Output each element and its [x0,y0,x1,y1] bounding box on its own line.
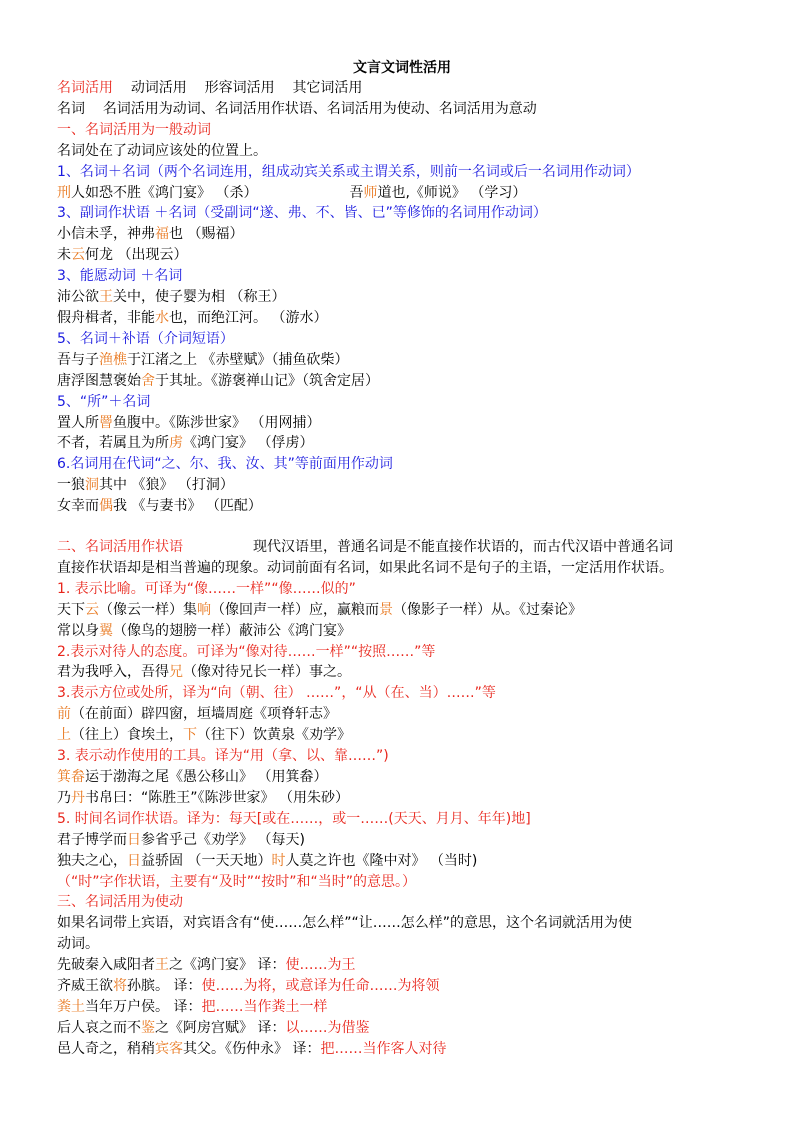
text-span: 云 [71,247,85,264]
text-span: 后人哀之而不 [57,1019,141,1036]
text-span: 刑 [57,184,71,201]
text-span: 运于渤海之尾《愚公移山》 （用箕畚） [85,769,328,785]
text-span: （往上）食埃土， [71,727,183,744]
example-line [57,224,747,245]
example-line [57,371,747,392]
text-span: 人莫之许也《隆中对》 （当时) [285,852,478,869]
text-span: 前 [57,706,71,723]
rule-heading: 5、“所”＋名词 [57,393,151,410]
text-span: 师 [363,184,378,201]
example-line [57,496,747,517]
section-desc: 如果名词带上宾语，对宾语含有“使……怎么样”“让……怎么样”的意思，这个名词就活用为使 [57,915,633,932]
text-span: 日 [127,852,141,869]
category-other: 其它词活用 [292,80,363,96]
text-span: 一狼 [57,477,85,494]
text-span: 常以身 [57,622,99,639]
text-span: 下 [183,727,197,744]
text-span: 把……当作粪土一样 [201,998,328,1015]
example-line [57,725,747,746]
text-span: 翼 [99,622,113,639]
text-span: 《鸿门宴》 （俘虏） [183,435,314,452]
text-span: 名词 [57,100,85,117]
page-title: 文言文词性活用 [353,60,451,76]
text-span: 之《鸿门宴》 译： [169,957,286,974]
text-span: 鉴 [141,1019,155,1036]
text-span: 上 [57,727,71,744]
note-line: （“时”字作状语，主要有“及时”“按时”和“当时”的意思。） [57,873,417,890]
text-span: 福 [155,226,169,243]
example-line [57,600,747,621]
text-span: 其父。《伤仲永》 译： [183,1040,321,1057]
text-span: 先破秦入咸阳者 [57,957,155,974]
text-span: 渔樵 [99,351,127,368]
text-span: （像对待兄长一样）事之。 [183,664,351,681]
section-heading: 三、名词活用为使动 [57,894,183,911]
section-desc: 动词。 [57,936,99,953]
example-line [57,245,747,266]
text-span: 乃 [57,789,71,806]
category-noun: 名词活用 [57,80,113,96]
text-span: 之《阿房宫赋》 译： [155,1019,286,1036]
text-span: 王 [99,289,113,306]
example-line [57,788,747,809]
text-span: 现代汉语里，普通名词是不能直接作状语的，而古代汉语中普通名词 [253,539,673,556]
text-span: 兄 [169,664,183,681]
text-span: 于江渚之上 《赤壁赋》（捕鱼砍柴） [127,351,349,368]
rule-heading: 5. 时间名词作状语。译为：每天[或在……，或一……(天天、月月、年年)地] [57,810,531,827]
category-line [57,78,747,99]
example-line [57,704,747,725]
text-span: 丹 [71,789,85,806]
text-span: 齐威王欲 [57,978,113,995]
text-span: 何龙 （出现云） [85,247,188,264]
example-line [57,662,747,683]
text-span: 唐浮图慧褒始 [57,372,141,389]
text-span: （像云一样）集 [99,601,197,618]
rule-heading: 5、名词＋补语（介词短语） [57,330,234,347]
text-span: 天下 [57,601,85,618]
rule-heading: 1、名词＋名词（两个名词连用，组成动宾关系或主谓关系，则前一名词或后一名词用作动词） [57,163,640,180]
text-span: （像鸟的翅膀一样）蔽沛公《鸿门宴》 [113,622,351,639]
text-span: 假舟楫者，非能 [57,309,155,326]
category-adj: 形容词活用 [204,80,275,96]
text-span: 小信未孚，神弗 [57,226,155,243]
text-span: 沛公欲 [57,289,99,306]
section-heading: 二、名词活用作状语 [57,539,183,556]
text-span: 参省乎己《劝学》 （每天) [141,831,305,848]
text-span: 把……当作客人对待 [320,1040,447,1057]
text-span: 箕畚 [57,769,85,785]
text-span: 吾与子 [57,351,99,368]
text-span: 置人所 [57,414,99,431]
text-span: 虏 [169,435,183,452]
text-span: （往下）饮黄泉《劝学》 [197,727,351,744]
text-span: 君为我呼入，吾得 [57,664,169,681]
text-span: 邑人奇之，稍稍 [57,1040,155,1057]
text-span: 道也,《师说》 （学习） [377,184,527,201]
text-span: 独夫之心， [57,852,127,869]
text-span: 鱼腹中。《陈涉世家》 （用网捕） [113,414,321,431]
rule-heading: 6.名词用在代词“之、尔、我、汝、其”等前面用作动词 [57,456,393,473]
text-span: 洞 [85,477,99,494]
text-span: 景 [379,601,393,618]
example-line [57,433,747,454]
section-heading-line [57,537,747,558]
rule-heading: 3. 表示动作使用的工具。译为“用（拿、以、靠……”) [57,748,389,765]
rule-heading: 3、能愿动词 ＋名词 [57,268,183,285]
rule-heading: 3、副词作状语 ＋名词（受副词“遂、弗、不、皆、已”等修饰的名词用作动词） [57,205,547,222]
text-span: 罾 [99,414,113,431]
text-span: 日 [127,831,141,848]
text-span: 于其址。《游褒禅山记》（筑舍定居） [155,372,379,389]
section-desc: 名词处在了动词应该处的位置上。 [57,142,267,159]
example-line [57,955,747,976]
text-span: 女幸而 [57,498,99,515]
example-line [57,976,747,997]
example-line [57,413,747,434]
text-span: 响 [197,601,211,618]
section-heading: 一、名词活用为一般动词 [57,121,211,138]
example-line [57,1039,747,1060]
example-line [57,308,747,329]
text-span: 人如恐不胜《鸿门宴》 （杀） [71,184,258,201]
text-span: 舍 [141,372,155,389]
text-span: 时 [271,852,286,869]
text-span: 偶 [99,498,113,515]
intro-line [57,99,747,120]
example-line [57,350,747,371]
example-line [57,475,747,496]
text-span: 也，而绝江河。 （游水） [169,309,328,326]
text-span: 关中，使子婴为相 （称王） [113,289,286,306]
text-span: 君子博学而 [57,831,127,848]
text-span: 孙膑。 译： [127,978,202,995]
text-span: 益骄固 （一天天地） [141,852,272,869]
example-line [57,183,747,204]
text-span: （在前面）辟四窗，垣墙周庭《项脊轩志》 [71,706,337,723]
section-desc: 直接作状语却是相当普遍的现象。动词前面有名词，如果此名词不是句子的主语，一定活用作状语。 [57,559,673,576]
category-verb: 动词活用 [130,80,187,96]
text-span: （像回声一样）应，赢粮而 [211,601,379,618]
text-span: 未 [57,247,71,264]
text-span: 不者，若属且为所 [57,435,169,452]
rule-heading: 1. 表示比喻。可译为“像……一样”“像……似的” [57,580,356,597]
text-span: 将 [113,978,127,995]
text-span: 我 《与妻书》 （匹配） [113,498,262,515]
text-span: 云 [85,601,99,618]
text-span: 书帛曰：“陈胜王”《陈涉世家》 （用朱砂） [85,789,349,806]
text-span: 以……为借鉴 [285,1019,370,1036]
example-line [57,830,747,851]
text-span: 当年万户侯。 译： [85,998,202,1015]
rule-heading: 2.表示对待人的态度。可译为“像对待……一样”“按照……”等 [57,643,436,660]
text-span: 粪土 [57,998,85,1015]
text-span: （像影子一样）从。《过秦论》 [393,601,582,618]
text-span: 吾 [349,184,364,201]
text-span: 使……为将，或意译为任命……为将领 [201,978,440,995]
example-line [57,851,747,872]
text-span: 名词活用为动词、名词活用作状语、名词活用为使动、名词活用为意动 [102,100,537,117]
text-span: 使……为王 [285,957,356,974]
text-span: 其中 《狼》 （打洞） [99,477,234,494]
text-span: 王 [155,957,169,974]
text-span: 水 [155,309,169,326]
rule-heading: 3.表示方位或处所，译为“向（朝、往） ……”，“从（在、当）……”等 [57,685,496,702]
example-line [57,997,747,1018]
example-line [57,287,747,308]
example-line [57,1018,747,1039]
text-span: 宾客 [155,1040,183,1057]
text-span: 也 （赐福） [169,226,244,243]
example-line [57,767,747,788]
example-line [57,621,747,642]
document-page [57,58,747,1060]
